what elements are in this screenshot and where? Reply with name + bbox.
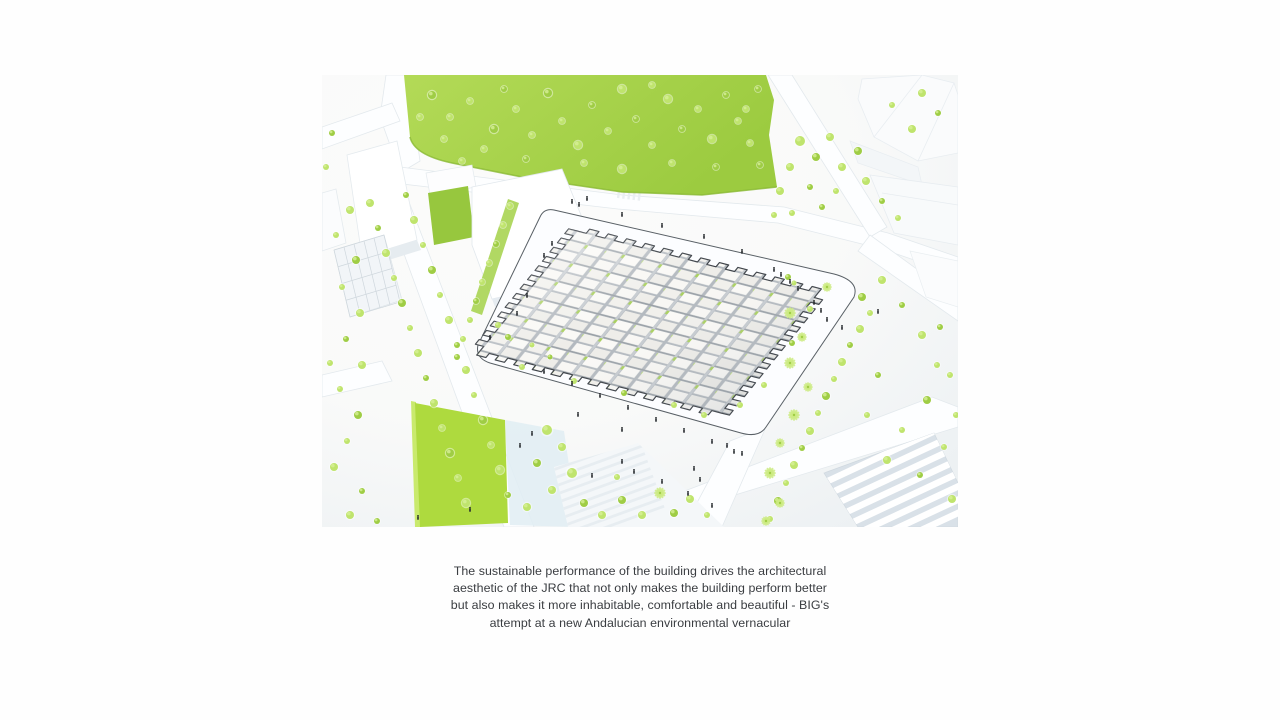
figure-caption	[0, 563, 1280, 632]
caption-line: but also makes it more inhabitable, comfortable and beautiful - BIG's	[450, 598, 830, 613]
lawn	[415, 403, 508, 527]
caption-line: attempt at a new Andalucian environmental vernacular	[489, 615, 791, 630]
architectural-render-figure	[322, 75, 958, 527]
render-svg	[322, 75, 958, 527]
courtyard-lawn	[428, 186, 474, 245]
caption-line: aesthetic of the JRC that not only makes the building perform better	[453, 581, 827, 596]
caption-line: The sustainable performance of the building drives the architectural	[453, 564, 827, 578]
